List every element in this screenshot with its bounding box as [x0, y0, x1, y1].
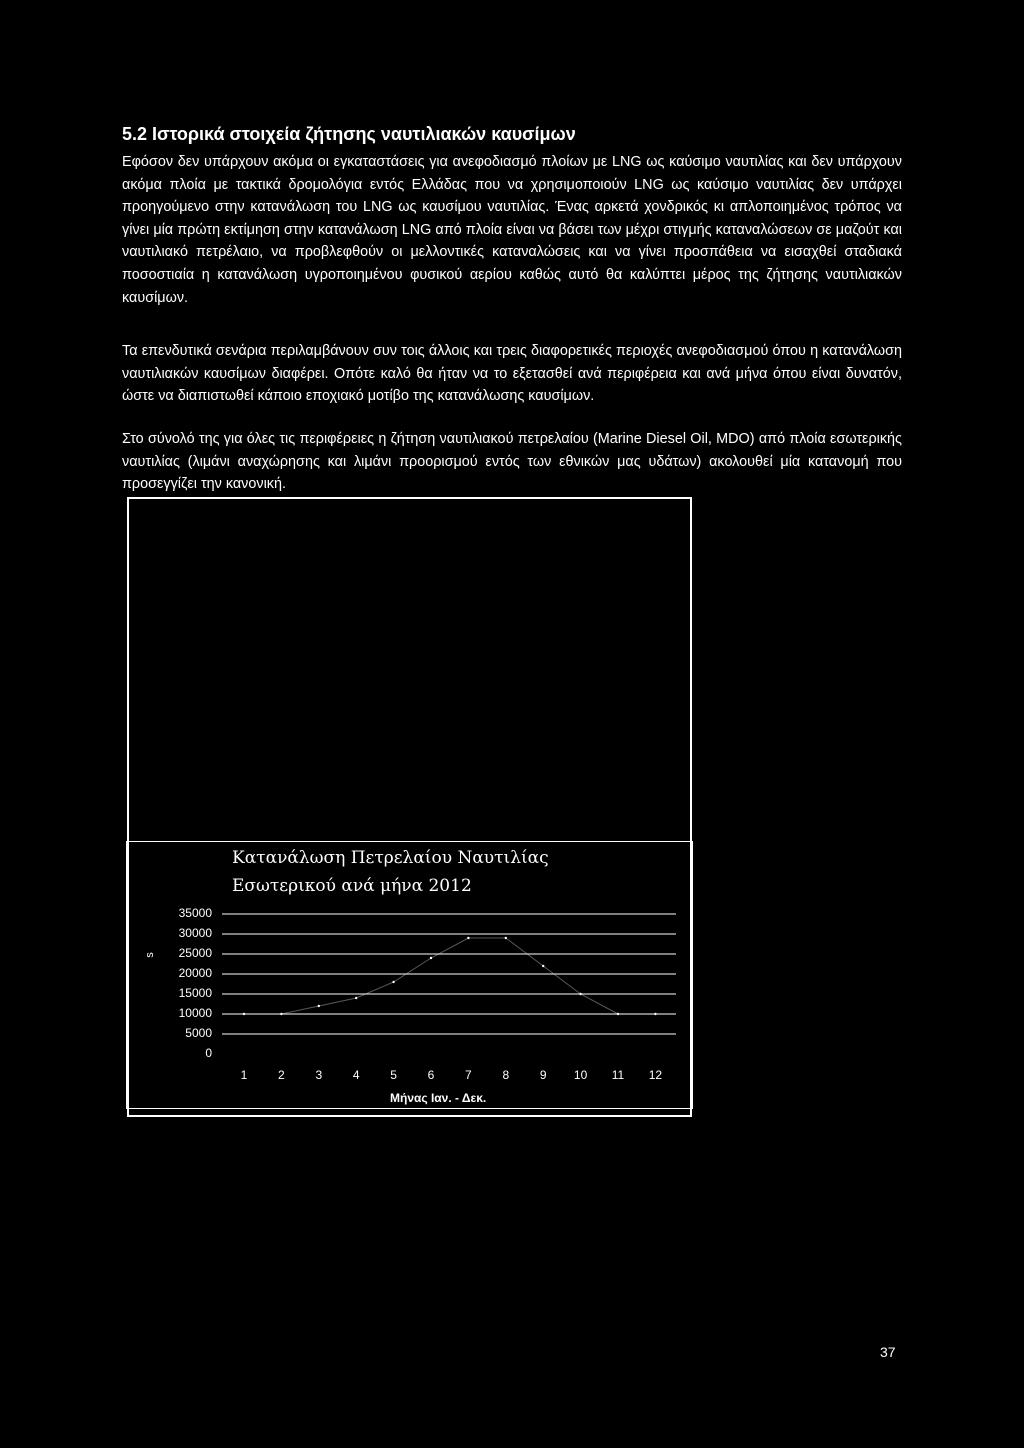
data-point [579, 993, 581, 995]
x-tick-label: 9 [539, 1068, 547, 1082]
paragraph-1: Εφόσον δεν υπάρχουν ακόμα οι εγκαταστάσεις για ανεφοδιασμό πλοίων με LNG ως καύσιμο ναυτιλίας και δεν υπάρχουν ακόμα πλοία με τακτικά δρομολόγια εντός Ελλάδας που να χρησιμοποιούν LNG ως καύσιμο ναυτιλίας δεν υπάρχει προηγούμενο στην κατανάλωση του LNG ως καυσίμου ναυτιλίας. Ένας αρκετά χονδρικός κι απλοποιημένος τρόπος να γίνει μία πρώτη εκτίμηση στην κατανάλωση LNG από πλοία είναι να βάσει των μέχρι στιγμής καταναλώσεων σε μαζούτ και ναυτιλιακό πετρέλαιο, να προβλεφθούν οι μελλοντικές καταναλώσεις και να γίνει προσπάθεια να εισαχθεί σταδιακά ποσοστιαία η κατανάλωση υγροποιημένου φυσικού αερίου καθώς αυτό θα καλύπτει μέρος της ζήτησης ναυτιλιακών καυσίμων. [122, 154, 902, 306]
page-number: 37 [880, 1344, 896, 1360]
chart-title-line1: Κατανάλωση Πετρελαίου Ναυτιλίας [232, 848, 549, 868]
data-point [654, 1013, 656, 1015]
y-tick-label: 0 [205, 1046, 212, 1060]
x-tick-label: 3 [315, 1068, 323, 1082]
data-point [505, 937, 507, 939]
y-tick-label: 10000 [178, 1006, 212, 1020]
data-point [355, 997, 357, 999]
data-point [392, 981, 394, 983]
y-tick-label: 35000 [178, 906, 212, 920]
data-point [542, 965, 544, 967]
x-tick-label: 2 [278, 1068, 285, 1082]
y-tick-label: 15000 [178, 986, 212, 1000]
x-tick-label: 1 [240, 1068, 248, 1082]
y-tick-label: 25000 [178, 946, 212, 960]
x-tick-label: 8 [502, 1068, 510, 1082]
y-tick-label: 5000 [185, 1026, 212, 1040]
chart-title-line2: Εσωτερικού ανά μήνα 2012 [232, 876, 472, 896]
data-point [243, 1013, 245, 1015]
data-point [430, 957, 432, 959]
x-tick-label: 6 [427, 1068, 435, 1082]
series-layer [243, 937, 657, 1015]
x-tick-label: 5 [390, 1068, 397, 1082]
grid-layer [222, 914, 676, 1034]
x-tick-label: 11 [611, 1068, 625, 1082]
x-tick-label: 4 [352, 1068, 360, 1082]
section-title: 5.2 Ιστορικά στοιχεία ζήτησης ναυτιλιακών καυσίμων [122, 124, 576, 144]
series-line [244, 938, 655, 1014]
x-axis-label: Μήνας Ιαν. - Δεκ. [390, 1091, 487, 1105]
paragraph-2: Τα επενδυτικά σενάρια περιλαμβάνουν συν τοις άλλοις και τρεις διαφορετικές περιοχές ανεφοδιασμού όπου η κατανάλωση ναυτιλιακών καυσίμων διαφέρει. Οπότε καλό θα ήταν να το εξετασθεί ανά περιφέρεια και ανά μήνα όπου είναι δυνατόν, ώστε να διαπιστωθεί κάποιο εποχιακό μοτίβο της κατανάλωσης καυσίμων. [122, 343, 902, 405]
x-tick-label: 10 [573, 1068, 588, 1082]
y-tick-label: 20000 [178, 966, 212, 980]
data-point [467, 937, 469, 939]
data-point [318, 1005, 320, 1007]
paragraph-3: Στο σύνολό της για όλες τις περιφέρειες η ζήτηση ναυτιλιακού πετρελαίου (Marine Diesel Oil, MDO) από πλοία εσωτερικής ναυτιλίας (λιμάνι αναχώρησης και λιμάνι προορισμού εντός των εθνικών μας υδάτων) ακολουθεί μία κατανομή που προσεγγίζει την κανονική. [122, 431, 902, 493]
y-axis-label: s [143, 952, 156, 958]
data-point [280, 1013, 282, 1015]
x-tick-label: 7 [465, 1068, 472, 1082]
data-point [617, 1013, 619, 1015]
y-tick-label: 30000 [178, 926, 212, 940]
x-tick-label: 12 [648, 1068, 663, 1082]
